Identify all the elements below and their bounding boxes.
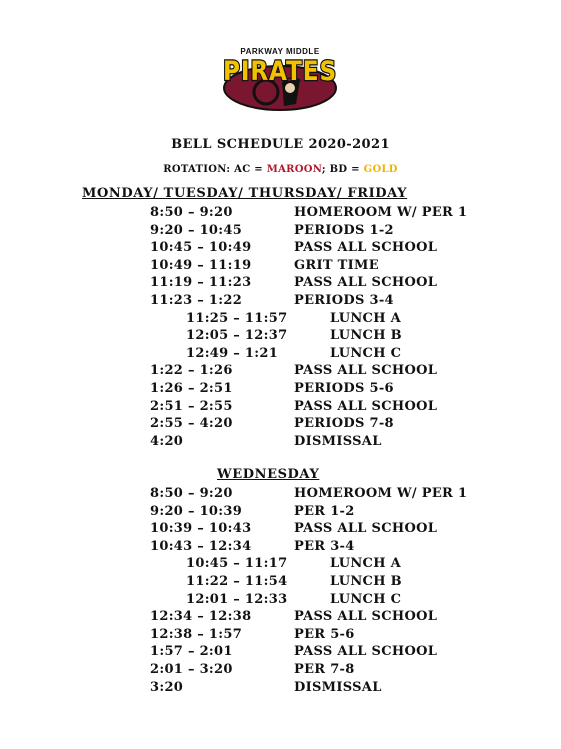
row-time: 1:26 – 2:51 bbox=[150, 381, 233, 396]
schedule-row bbox=[0, 399, 561, 417]
row-time: 12:38 – 1:57 bbox=[150, 626, 243, 642]
schedule-lunch-row bbox=[0, 574, 561, 592]
schedule-row bbox=[0, 381, 561, 399]
row-time: 12:01 – 12:33 bbox=[186, 591, 288, 607]
rotation-legend bbox=[0, 164, 561, 175]
row-activity: PERIODS 5-6 bbox=[294, 381, 394, 396]
row-time: 2:01 – 3:20 bbox=[150, 662, 233, 677]
page-title: BELL SCHEDULE 2020-2021 bbox=[171, 137, 390, 152]
row-time: 4:20 bbox=[150, 433, 184, 449]
row-time: 1:57 – 2:01 bbox=[150, 644, 233, 660]
schedule-lunch-row bbox=[0, 346, 561, 364]
schedule-row bbox=[0, 521, 561, 539]
row-time: 3:20 bbox=[150, 679, 184, 695]
row-activity: HOMEROOM W/ PER 1 bbox=[294, 205, 468, 220]
schedule-lunch-row bbox=[0, 328, 561, 346]
row-activity: LUNCH C bbox=[330, 591, 402, 607]
row-time: 11:22 – 11:54 bbox=[186, 574, 288, 589]
row-activity: PASS ALL SCHOOL bbox=[294, 363, 438, 379]
schedule-lunch-row bbox=[0, 592, 561, 610]
row-activity: PERIODS 3-4 bbox=[294, 293, 394, 308]
schedule-row bbox=[0, 662, 561, 680]
schedule-row bbox=[0, 539, 561, 557]
schedule-row bbox=[0, 205, 561, 223]
schedule-row bbox=[0, 258, 561, 276]
row-time: 10:49 – 11:19 bbox=[150, 257, 252, 273]
row-time: 8:50 – 9:20 bbox=[150, 205, 233, 220]
row-activity: HOMEROOM W/ PER 1 bbox=[294, 486, 468, 501]
row-activity: PER 5-6 bbox=[294, 626, 355, 642]
schedule-row bbox=[0, 627, 561, 645]
schedule-heading-wednesday: WEDNESDAY bbox=[217, 467, 320, 482]
row-activity: LUNCH A bbox=[330, 310, 401, 326]
rotation-gold-label: GOLD bbox=[363, 164, 398, 175]
row-activity: PERIODS 1-2 bbox=[294, 222, 394, 238]
row-time: 12:49 – 1:21 bbox=[186, 345, 279, 361]
schedule-row bbox=[0, 504, 561, 522]
row-time: 8:50 – 9:20 bbox=[150, 486, 233, 501]
schedule-row bbox=[0, 434, 561, 452]
row-activity: PASS ALL SCHOOL bbox=[294, 644, 438, 660]
row-activity: LUNCH C bbox=[330, 345, 402, 361]
row-activity: PER 7-8 bbox=[294, 662, 355, 677]
schedule-heading-mttf: MONDAY/ TUESDAY/ THURSDAY/ FRIDAY bbox=[82, 186, 408, 201]
row-time: 9:20 – 10:45 bbox=[150, 222, 243, 238]
row-time: 2:55 – 4:20 bbox=[150, 416, 233, 432]
rotation-maroon-label: MAROON bbox=[266, 164, 322, 175]
logo-school-name: PARKWAY MIDDLE bbox=[240, 47, 320, 56]
row-time: 10:43 – 12:34 bbox=[150, 538, 252, 554]
row-activity: PER 3-4 bbox=[294, 538, 355, 554]
row-activity: PER 1-2 bbox=[294, 503, 355, 519]
row-activity: PASS ALL SCHOOL bbox=[294, 609, 438, 625]
row-time: 11:25 – 11:57 bbox=[186, 310, 288, 326]
row-time: 2:51 – 2:55 bbox=[150, 398, 233, 414]
row-activity: DISMISSAL bbox=[294, 679, 382, 695]
schedule-row bbox=[0, 609, 561, 627]
row-time: 1:22 – 1:26 bbox=[150, 363, 233, 379]
row-activity: LUNCH B bbox=[330, 574, 402, 589]
row-activity: PASS ALL SCHOOL bbox=[294, 398, 438, 414]
row-time: 10:39 – 10:43 bbox=[150, 521, 252, 537]
schedule-lunch-row bbox=[0, 311, 561, 329]
schedule-row bbox=[0, 486, 561, 504]
schedule-row bbox=[0, 416, 561, 434]
rotation-middle: ; BD = bbox=[321, 164, 364, 175]
row-time: 10:45 – 11:17 bbox=[186, 556, 288, 572]
row-time: 11:19 – 11:23 bbox=[150, 275, 252, 291]
pirates-logo bbox=[0, 44, 561, 112]
row-activity: PASS ALL SCHOOL bbox=[294, 275, 438, 291]
row-activity: PASS ALL SCHOOL bbox=[294, 240, 438, 256]
schedule-row bbox=[0, 293, 561, 311]
schedule-row bbox=[0, 680, 561, 698]
row-time: 12:05 – 12:37 bbox=[186, 328, 288, 344]
row-time: 10:45 – 10:49 bbox=[150, 240, 252, 256]
schedule-row bbox=[0, 240, 561, 258]
row-activity: LUNCH A bbox=[330, 556, 401, 572]
row-activity: LUNCH B bbox=[330, 328, 402, 344]
schedule-row bbox=[0, 644, 561, 662]
schedule-lunch-row bbox=[0, 556, 561, 574]
rotation-prefix: ROTATION: AC = bbox=[163, 164, 267, 175]
row-activity: PERIODS 7-8 bbox=[294, 416, 394, 432]
schedule-row bbox=[0, 275, 561, 293]
schedule-row bbox=[0, 363, 561, 381]
row-time: 9:20 – 10:39 bbox=[150, 503, 243, 519]
row-time: 12:34 – 12:38 bbox=[150, 609, 252, 625]
schedule-row bbox=[0, 223, 561, 241]
row-activity: PASS ALL SCHOOL bbox=[294, 521, 438, 537]
row-time: 11:23 – 1:22 bbox=[150, 293, 243, 308]
logo-wordmark: PIRATES bbox=[223, 56, 337, 87]
row-activity: GRIT TIME bbox=[294, 257, 379, 273]
row-activity: DISMISSAL bbox=[294, 433, 382, 449]
